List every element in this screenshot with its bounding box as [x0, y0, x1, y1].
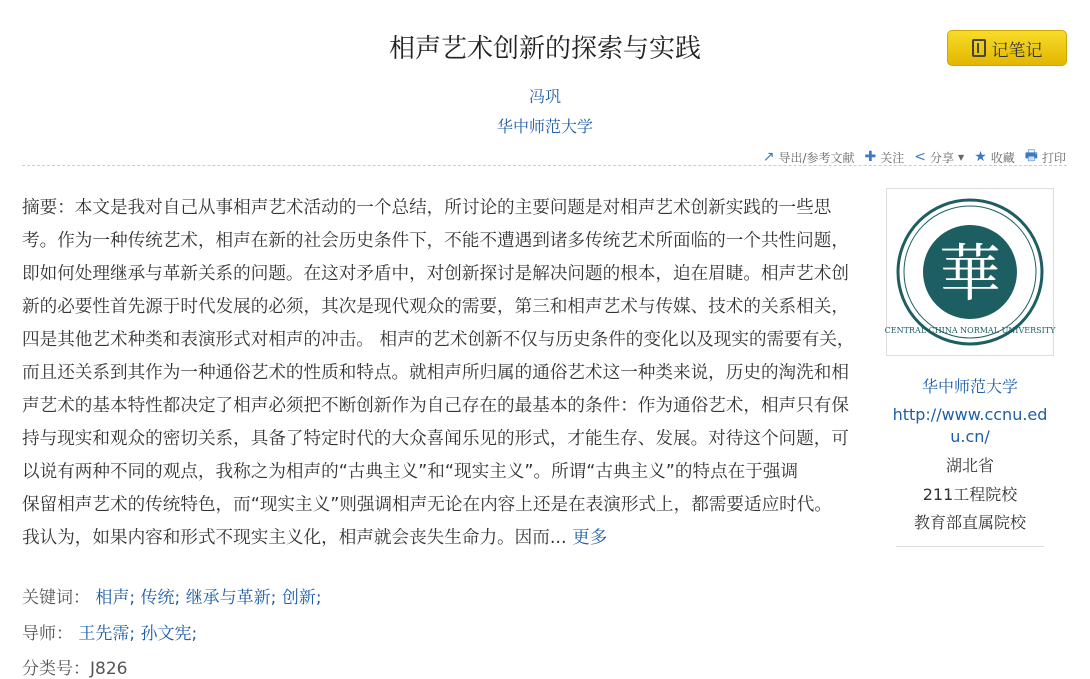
- notebook-icon: [972, 39, 986, 57]
- more-link[interactable]: 更多: [572, 528, 608, 548]
- url-line: http://www.ccnu.ed: [892, 405, 1048, 424]
- abstract-line: 声艺术的基本特性都决定了相声必须把不断创新作为自己存在的最基本的条件：作为通俗艺术，相声只有保: [22, 396, 849, 416]
- take-note-button[interactable]: [947, 30, 1067, 66]
- advisor-link[interactable]: 王先霈;: [78, 624, 136, 644]
- university-tag: 教育部直属院校: [913, 513, 1026, 532]
- share-icon: <: [914, 149, 927, 165]
- abstract-line: 考。作为一种传统艺术，相声在新的社会历史条件下，不能不遭遇到诸多传统艺术所面临的一个共性问题，: [22, 231, 849, 251]
- keyword-link[interactable]: 继承与革新;: [185, 588, 277, 608]
- keyword-link[interactable]: 创新;: [281, 588, 322, 608]
- university-name-link[interactable]: 华中师范大学: [921, 377, 1018, 396]
- abstract-line: 四是其他艺术种类和表演形式对相声的冲击。 相声的艺术创新不仅与历史条件的变化以及现实的需要有关，: [22, 330, 855, 350]
- keywords: [22, 583, 322, 608]
- classification: [22, 654, 127, 679]
- keywords-label: 关键词：: [22, 588, 90, 608]
- institution-link[interactable]: 华中师范大学: [496, 117, 593, 136]
- export-icon: ↗: [762, 149, 775, 165]
- advisors: [22, 619, 197, 644]
- abstract: [22, 192, 872, 555]
- divider: [22, 165, 1067, 166]
- abstract-line: 以说有两种不同的观点，我称之为相声的“古典主义”和“现实主义”。所谓“古典主义”的特点在于强调: [22, 462, 799, 482]
- university-logo[interactable]: [886, 188, 1054, 356]
- star-icon: ★: [974, 149, 987, 165]
- university-seal-icon: [884, 197, 1056, 347]
- class-label: 分类号：: [22, 659, 90, 679]
- chevron-down-icon: ▼: [958, 152, 965, 162]
- page-title: 相声艺术创新的探索与实践: [388, 34, 701, 64]
- abstract-line: 摘要：本文是我对自己从事相声艺术活动的一个总结，所讨论的主要问题是对相声艺术创新实践的一些思: [22, 198, 832, 218]
- advisor-label: 导师：: [22, 624, 73, 644]
- advisor-link[interactable]: 孙文宪;: [140, 624, 198, 644]
- divider: [896, 546, 1044, 547]
- university-url-link[interactable]: [886, 404, 1054, 448]
- university-province: 湖北省: [945, 456, 994, 475]
- printer-icon: 🖶: [1024, 148, 1038, 164]
- export-button[interactable]: 导出/参考文献: [778, 150, 855, 165]
- svg-text:華: 華: [938, 237, 1002, 310]
- author-link[interactable]: 冯巩: [528, 87, 561, 106]
- abstract-line: 持与现实和观众的密切关系，具备了特定时代的大众喜闻乐见的形式，才能生存、发展。对待这个问题，可: [22, 429, 849, 449]
- share-button[interactable]: 分享: [930, 150, 955, 165]
- print-button[interactable]: 打印: [1041, 150, 1066, 165]
- keyword-link[interactable]: 传统;: [140, 588, 181, 608]
- abstract-line: 即如何处理继承与革新关系的问题。在这对矛盾中，对创新探讨是解决问题的根本，迫在眉睫。相声艺术创: [22, 264, 849, 284]
- svg-text:CENTRAL CHINA NORMAL UNIVERSIT: CENTRAL CHINA NORMAL UNIVERSITY: [884, 326, 1056, 335]
- abstract-line: 而且还关系到其作为一种通俗艺术的性质和特点。就相声所归属的通俗艺术这一种类来说，历史的淘洗和相: [22, 363, 849, 383]
- favorite-button[interactable]: 收藏: [990, 150, 1015, 165]
- abstract-line: 保留相声艺术的传统特色，而“现实主义”则强调相声无论在内容上还是在表演形式上，都需要适应时代。: [22, 495, 832, 515]
- url-line: u.cn/: [950, 427, 990, 446]
- follow-button[interactable]: 关注: [880, 150, 905, 165]
- take-note-label: 记笔记: [991, 40, 1043, 61]
- abstract-line: 新的必要性首先源于时代发展的必须，其次是现代观众的需要，第三和相声艺术与传媒、技术的关系相关，: [22, 297, 849, 317]
- university-tag: 211工程院校: [922, 485, 1018, 504]
- plus-icon: ✚: [864, 149, 877, 165]
- abstract-line: 我认为，如果内容和形式不现实主义化，相声就会丧失生命力。因而...: [22, 528, 567, 548]
- class-number: J826: [90, 659, 128, 679]
- keyword-link[interactable]: 相声;: [95, 588, 136, 608]
